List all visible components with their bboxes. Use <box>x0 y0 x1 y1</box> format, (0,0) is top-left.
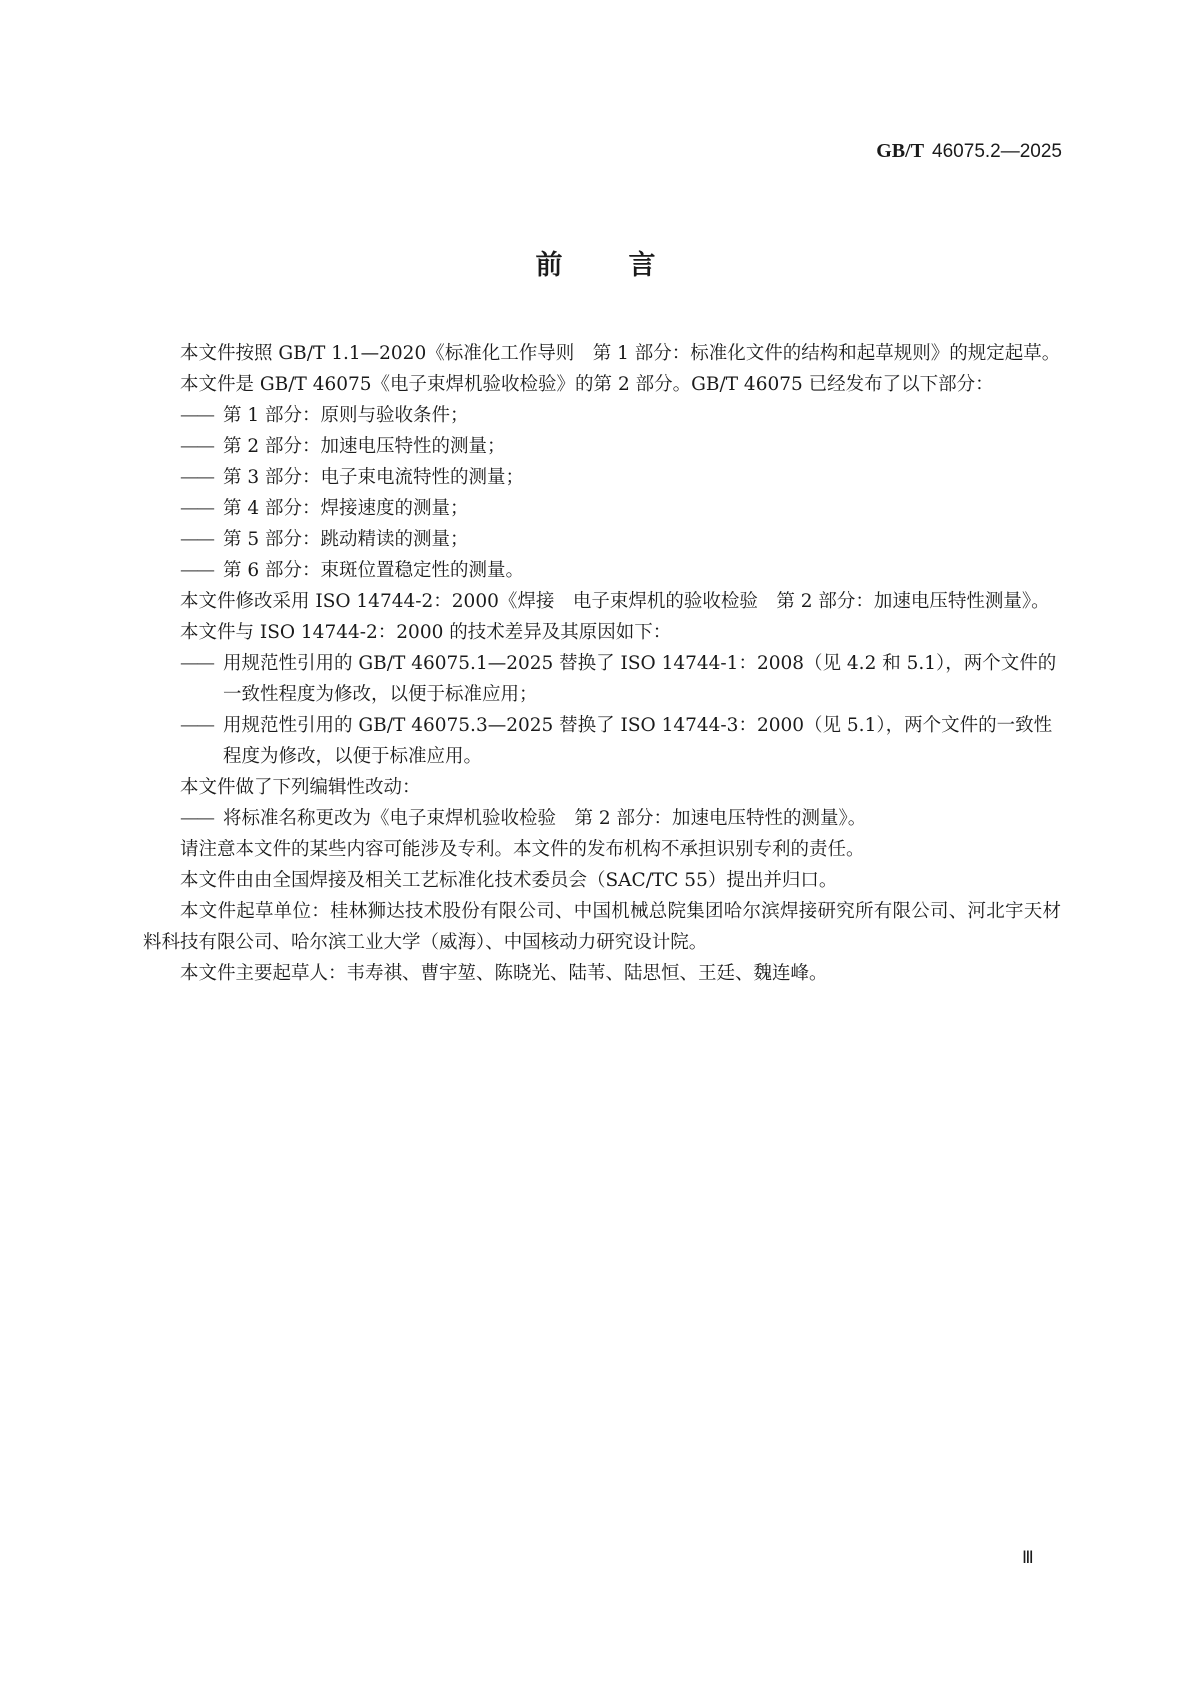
paragraph-adoption: 本文件修改采用 ISO 14744-2：2000《焊接 电子束焊机的验收检验 第 2 部分：加速电压特性测量》。 <box>180 591 1050 612</box>
list-item: —— 第 6 部分：束斑位置稳定性的测量。 <box>180 555 1061 586</box>
title-char-2: 言 <box>628 250 656 281</box>
dash-marker: —— <box>180 467 213 488</box>
title-char-1: 前 <box>535 250 563 281</box>
paragraph-drafters: 本文件主要起草人：韦寿祺、曹宇堃、陈晓光、陆苇、陆思恒、王廷、魏连峰。 <box>180 963 828 984</box>
dash-marker: —— <box>180 436 213 457</box>
dash-marker: —— <box>180 529 213 550</box>
paragraph-patent-notice: 请注意本文件的某些内容可能涉及专利。本文件的发布机构不承担识别专利的责任。 <box>180 839 865 860</box>
list-item: —— 第 5 部分：跳动精读的测量； <box>180 524 1061 555</box>
dash-marker: —— <box>180 808 213 829</box>
list-item: —— 第 1 部分：原则与验收条件； <box>180 400 1061 431</box>
list-item: —— 第 3 部分：电子束电流特性的测量； <box>180 462 1061 493</box>
list-item: —— 第 2 部分：加速电压特性的测量； <box>180 431 1061 462</box>
standard-code-header <box>876 140 1062 163</box>
list-item: —— 第 4 部分：焊接速度的测量； <box>180 493 1061 524</box>
paragraph-technical-differences: 本文件与 ISO 14744-2：2000 的技术差异及其原因如下： <box>180 622 672 643</box>
paragraph-series-intro: 本文件是 GB/T 46075《电子束焊机验收检验》的第 2 部分。GB/T 46075 已经发布了以下部分： <box>180 374 994 395</box>
foreword-body <box>143 338 1061 989</box>
page-title <box>0 243 1191 282</box>
list-item: —— 用规范性引用的 GB/T 46075.3—2025 替换了 ISO 14744-3：2000（见 5.1），两个文件的一致性程度为修改，以便于标准应用。 <box>180 710 1061 772</box>
parts-list <box>143 400 1061 586</box>
paragraph-drafting-rules: 本文件按照 GB/T 1.1—2020《标准化工作导则 第 1 部分：标准化文件的结构和起草规则》的规定起草。 <box>180 343 1061 364</box>
list-item: —— 用规范性引用的 GB/T 46075.1—2025 替换了 ISO 14744-1：2008（见 4.2 和 5.1），两个文件的一致性程度为修改，以便于标准应用； <box>180 648 1061 710</box>
list-item: —— 将标准名称更改为《电子束焊机验收检验 第 2 部分：加速电压特性的测量》。 <box>180 803 1061 834</box>
differences-list <box>143 648 1061 772</box>
editorial-list <box>143 803 1061 834</box>
standard-prefix: GB/T <box>876 140 925 162</box>
dash-marker: —— <box>180 560 213 581</box>
paragraph-drafting-organizations: 本文件起草单位：桂林狮达技术股份有限公司、中国机械总院集团哈尔滨焊接研究所有限公司、河北宇天材料科技有限公司、哈尔滨工业大学（威海）、中国核动力研究设计院。 <box>143 901 1061 953</box>
dash-marker: —— <box>180 405 213 426</box>
dash-marker: —— <box>180 715 213 736</box>
dash-marker: —— <box>180 653 213 674</box>
paragraph-editorial-changes: 本文件做了下列编辑性改动： <box>180 777 421 798</box>
paragraph-proposer: 本文件由由全国焊接及相关工艺标准化技术委员会（SAC/TC 55）提出并归口。 <box>180 870 838 891</box>
page-number: Ⅲ <box>1022 1548 1034 1567</box>
standard-number: 46075.2—2025 <box>932 141 1062 162</box>
dash-marker: —— <box>180 498 213 519</box>
